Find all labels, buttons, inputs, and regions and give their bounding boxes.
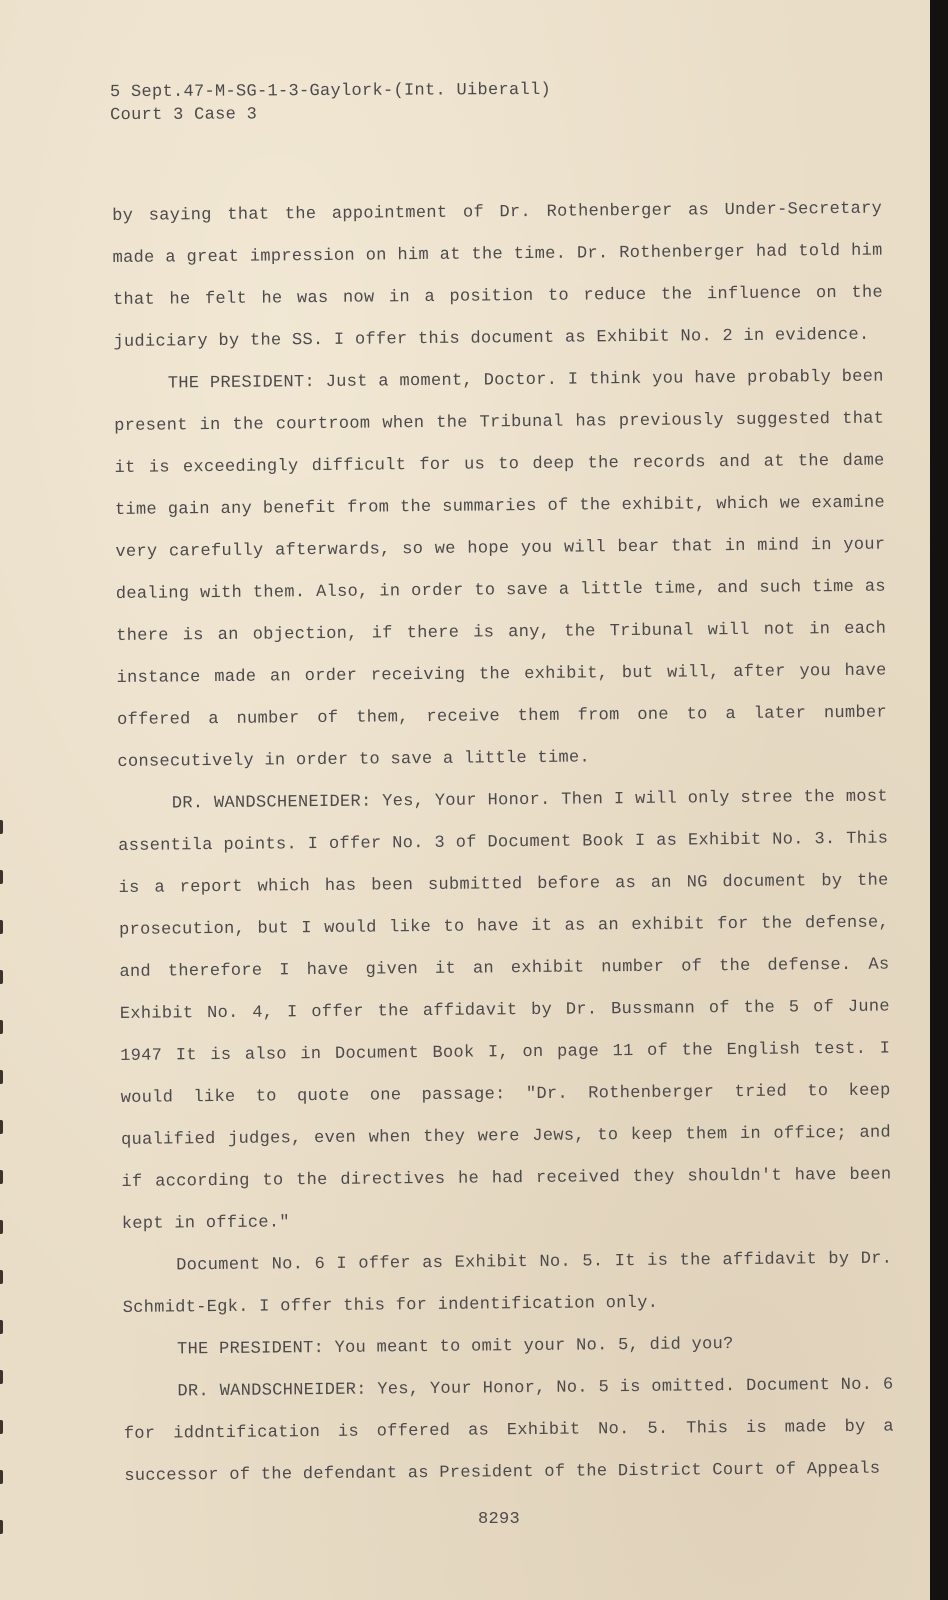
paragraph-continuation: by saying that the appointment of Dr. Rothenberger as Under-Secretary made a great impression on him at the time. Dr. Rothenberger had told him that he felt he was now in a position to reduce the influence on the judiciary by the SS. I offer this document as Exhibit No. 2 in evidence. bbox=[112, 199, 884, 352]
punch-hole bbox=[0, 1270, 3, 1284]
punch-hole bbox=[0, 1420, 3, 1434]
header-court-case-line: Court 3 Case 3 bbox=[110, 105, 258, 126]
header-reference-line: 5 Sept.47-M-SG-1-3-Gaylork-(Int. Uiberall) bbox=[109, 80, 552, 103]
page-number: 8293 bbox=[478, 1510, 521, 1529]
paragraph-document-six: Document No. 6 I offer as Exhibit No. 5. It is the affidavit by Dr. Schmidt-Egk. I offer this for indentification only. bbox=[122, 1249, 893, 1318]
transcript-body bbox=[112, 189, 894, 1498]
paragraph-wandschneider-reply: DR. WANDSCHENEIDER: Yes, Your Honor. Then I will only stree the most assentila points. I offer No. 3 of Document Book I as Exhibit No. 3. This is a report which has been submitted before as an NG document by the prosecution, but I would like to have it as an exhibit for the defense, and therefore I have given it an exhibit number of the defense. As Exhibit No. 4, I offer the affidavit by Dr. Bussmann of the 5 of June 1947 It is also in Document Book I, on page 11 of the English test. I would like to quote one passage: "Dr. Rothenberger tried to keep qualified judges, even when they were Jews, to keep them in office; and if according to the directives he had received they shouldn't have been kept in office." bbox=[118, 787, 892, 1234]
paragraph-wandschneider-answer: DR. WANDSCHNEIDER: Yes, Your Honor, No. 5 is omitted. Document No. 6 for iddntification is offered as Exhibit No. 5. This is made by a successor of the defendant as President of the District Court of Appeals bbox=[123, 1375, 894, 1486]
paragraph-president-question: THE PRESIDENT: You meant to omit your No. 5, did you? bbox=[176, 1335, 734, 1360]
page-edge-shadow bbox=[930, 0, 948, 1600]
punch-hole bbox=[0, 1120, 3, 1134]
punch-hole bbox=[0, 1220, 3, 1234]
punch-hole bbox=[0, 920, 3, 934]
punch-hole bbox=[0, 820, 3, 834]
punch-hole bbox=[0, 1170, 3, 1184]
document-header bbox=[110, 79, 551, 127]
punch-holes bbox=[0, 820, 8, 1600]
punch-hole bbox=[0, 1020, 3, 1034]
punch-hole bbox=[0, 1470, 3, 1484]
punch-hole bbox=[0, 1070, 3, 1084]
punch-hole bbox=[0, 1520, 3, 1534]
punch-hole bbox=[0, 870, 3, 884]
punch-hole bbox=[0, 1320, 3, 1334]
paragraph-president-remark: THE PRESIDENT: Just a moment, Doctor. I think you have probably been present in the courtroom when the Tribunal has previously suggested that it is exceedingly difficult for us to deep the records and at the dame time gain any benefit from the summaries of the exhibit, which we examine very carefully afterwards, so we hope you will bear that in mind in your dealing with them. Also, in order to save a little time, and such time as there is an objection, if there is any, the Tribunal will not in each instance made an order receiving the exhibit, but will, after you have offered a number of them, receive them from one to a later number consecutively in order to save a little time. bbox=[114, 367, 888, 772]
punch-hole bbox=[0, 1370, 3, 1384]
punch-hole bbox=[0, 970, 3, 984]
